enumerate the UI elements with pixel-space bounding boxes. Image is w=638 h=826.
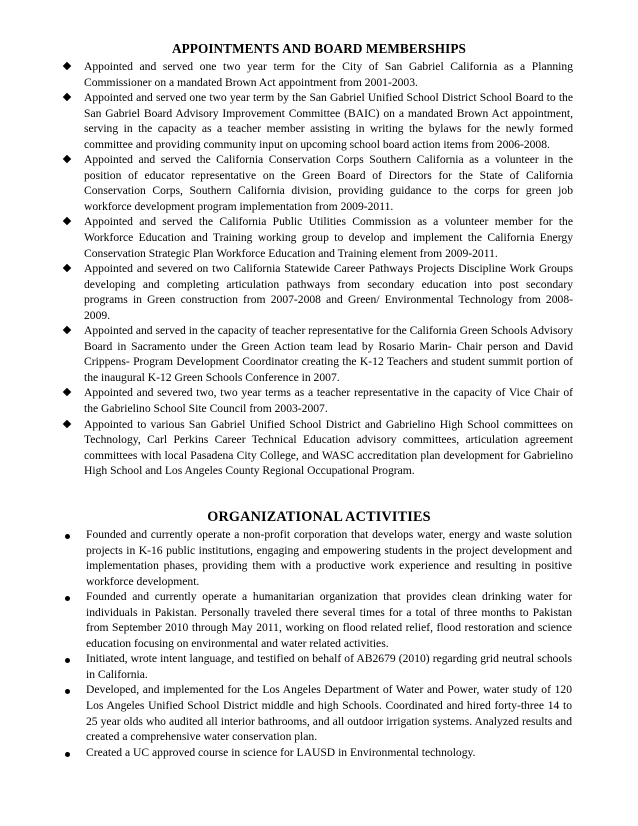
diamond-bullet-icon [63, 420, 70, 427]
activities-list [0, 527, 638, 760]
list-item-text: Appointed and served one two year term by the San Gabriel Unified School District School Board to the San Gabriel Board Advisory Improvement Committee (BAIC) on a mandated Brown Act appointment, serving in the capacity as a teacher member assisting in writing the bylaws for the newly formed committee and providing community input on upcoming school board action items from 2006-2008. [84, 91, 573, 151]
list-item-text: Appointed and severed two, two year terms as a teacher representative in the capacity of Vice Chair of the Gabrielino School Site Council from 2003-2007. [84, 386, 573, 416]
section-title-appointments: APPOINTMENTS AND BOARD MEMBERSHIPS [172, 41, 466, 56]
round-bullet-icon [63, 685, 70, 694]
diamond-bullet-icon [63, 217, 70, 224]
list-item [0, 527, 572, 589]
section-title-activities: ORGANIZATIONAL ACTIVITIES [207, 509, 431, 525]
list-item [0, 261, 573, 323]
round-bullet-icon [63, 592, 70, 601]
list-item-text: Appointed to various San Gabriel Unified School District and Gabrielino High School committees on Technology, Carl Perkins Career Technical Education advisory committees, articulation agreement committees with local Pasadena City College, and WASC accreditation plan development for Gabrielino High School and Los Angeles County Regional Occupational Program. [84, 417, 573, 478]
list-item-text: Appointed and served one two year term for the City of San Gabriel California as a Planning Commissioner on a mandated Brown Act appointment from 2001-2003. [84, 60, 573, 89]
list-item [0, 745, 572, 761]
diamond-bullet-icon [63, 155, 70, 162]
diamond-bullet-icon [63, 326, 70, 333]
list-item [0, 589, 572, 651]
list-item [0, 323, 573, 385]
list-item-text: Appointed and served the California Public Utilities Commission as a volunteer member for the Workforce Education and Training working group to develop and implement the California Energy Conservation Strategic Plan Workforce Education and Training element from 2009-2011. [84, 215, 573, 260]
list-item [0, 59, 573, 90]
list-item-text: Appointed and severed on two California Statewide Career Pathways Projects Discipline Work Groups developing and completing articulation pathways from secondary education into post secondary programs in Green construction from 2007-2008 and Green/ Environmental Technology from 2008-2009. [84, 262, 573, 322]
diamond-bullet-icon [63, 62, 70, 69]
list-item [0, 385, 573, 416]
diamond-bullet-icon [63, 388, 70, 395]
round-bullet-icon [63, 530, 70, 539]
list-item-text: Founded and currently operate a non-profit corporation that develops water, energy and waste solution projects in K-16 public institutions, engaging and empowering students in the project development and implementation phases, providing them with a productive work experience and resulting in positive workforce development. [86, 528, 572, 588]
diamond-bullet-icon [63, 264, 70, 271]
list-item [0, 651, 572, 682]
round-bullet-icon [63, 654, 70, 663]
list-item-text: Created a UC approved course in science for LAUSD in Environmental technology. [86, 745, 476, 759]
list-item [0, 417, 573, 479]
round-bullet-icon [63, 748, 70, 757]
appointments-list [0, 59, 638, 479]
list-item [0, 214, 573, 261]
diamond-bullet-icon [63, 93, 70, 100]
list-item [0, 90, 573, 152]
list-item [0, 152, 573, 214]
list-item [0, 682, 572, 744]
list-item-text: Appointed and served in the capacity of teacher representative for the California Green Schools Advisory Board in Sacramento under the Green Action team lead by Rosario Marin- Chair person and David Crippens- Program Development Coordinator creating the K-12 Teachers and student summit portion of the inaugural K-12 Green Schools Conference in 2007. [84, 324, 573, 384]
list-item-text: Founded and currently operate a humanitarian organization that provides clean drinking water for individuals in Pakistan. Personally traveled there several times for a total of three months to Pakistan from September 2010 through May 2011, working on flood related relief, flood restoration and science education focusing on environmental and water related activities. [86, 590, 572, 650]
list-item-text: Appointed and served the California Conservation Corps Southern California as a volunteer in the position of educator representative on the Green Board of Directors for the State of California Conservation Corps, Southern California division, providing guidance to the corps for green job workforce development program implementation from 2009-2011. [84, 153, 573, 213]
list-item-text: Developed, and implemented for the Los Angeles Department of Water and Power, water study of 120 Los Angeles Unified School District middle and high Schools. Coordinated and hired forty-three 14 to 25 year olds who audited all interior bathrooms, and all outdoor irrigation systems. Analyzed results and created a comprehensive water conservation plan. [86, 683, 572, 744]
list-item-text: Initiated, wrote intent language, and testified on behalf of AB2679 (2010) regarding grid neutral schools in California. [86, 652, 572, 681]
